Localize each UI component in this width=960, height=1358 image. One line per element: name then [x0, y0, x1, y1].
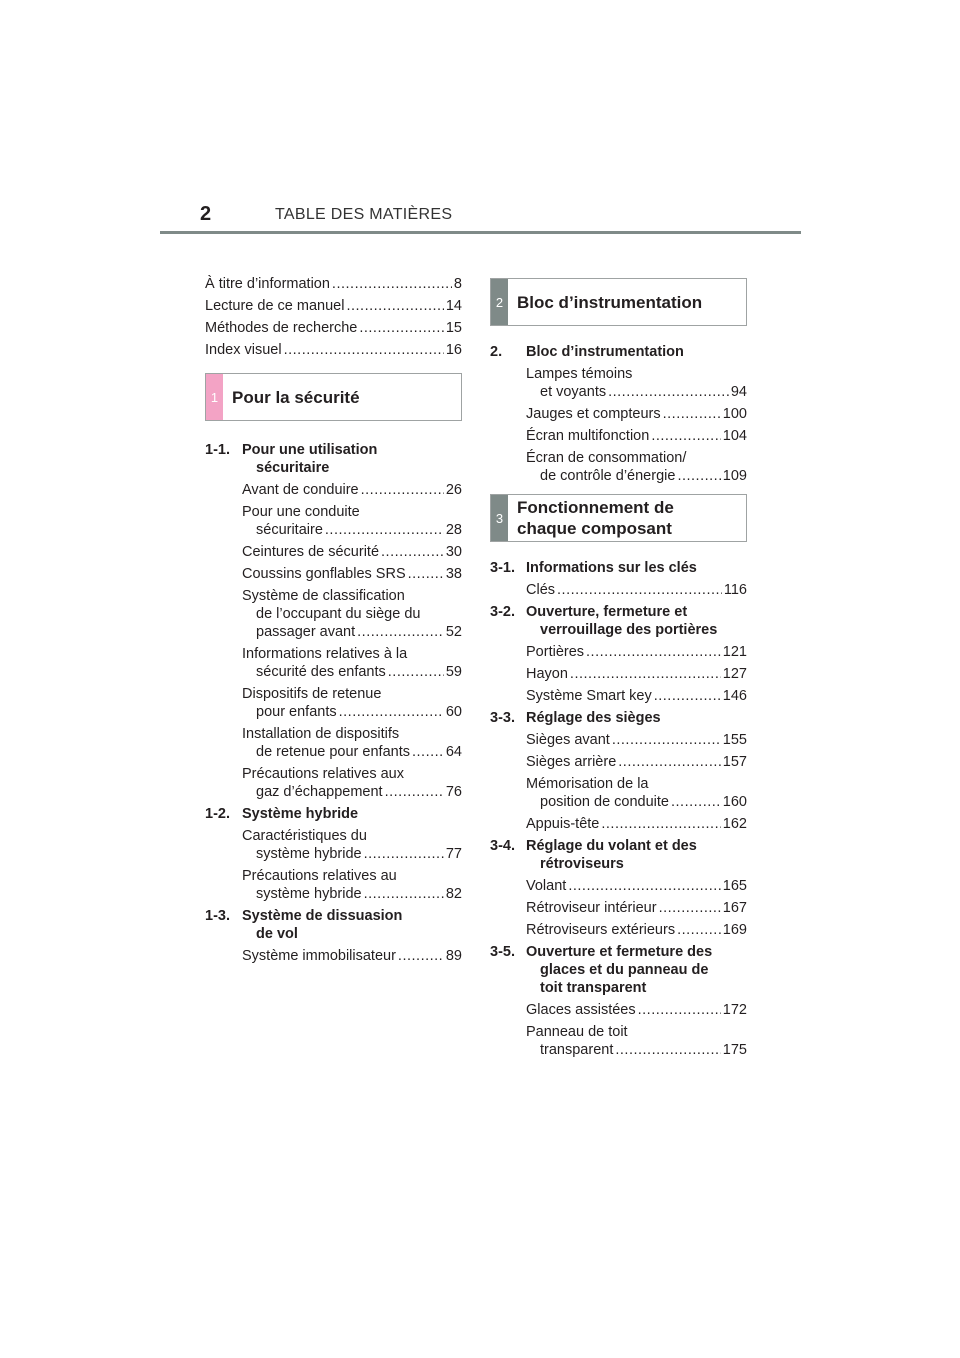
toc-entry[interactable]: Caractéristiques du système hybride ..... 77 [242, 827, 462, 863]
chapter-2-header[interactable] [490, 278, 747, 326]
toc-entry[interactable]: Clés ..... 116 [526, 581, 747, 599]
toc-entry[interactable]: Lampes témoins et voyants ..... 94 [526, 365, 747, 401]
toc-entry[interactable]: Sièges arrière ..... 157 [526, 753, 747, 771]
toc-entry-intro-0[interactable]: À titre d’information ..... 8 [205, 275, 462, 293]
section-3-4[interactable]: 3-4. Réglage du volant et des rétroviseurs [490, 838, 697, 872]
page-ref: 8 [453, 276, 462, 292]
section-3-2[interactable]: 3-2. Ouverture, fermeture et verrouillage des portières [490, 604, 718, 638]
toc-entry[interactable]: Hayon ..... 127 [526, 665, 747, 683]
header-divider [160, 231, 801, 234]
toc-entry[interactable]: Appuis-tête ..... 162 [526, 815, 747, 833]
toc-entry[interactable]: Système immobilisateur ..... 89 [242, 947, 462, 965]
page-header-title: TABLE DES MATIÈRES [275, 206, 453, 223]
page-ref: 16 [445, 342, 462, 358]
section-3-3[interactable]: 3-3. Réglage des sièges [490, 710, 661, 726]
chapter-tab: 3 [491, 495, 508, 541]
chapter-title: Fonctionnement de chaque composant [517, 498, 674, 538]
toc-entry[interactable]: Portières ..... 121 [526, 643, 747, 661]
chapter-title: Bloc d’instrumentation [517, 292, 703, 312]
section-1-1[interactable]: 1-1. Pour une utilisation sécuritaire [205, 442, 378, 476]
toc-entry-intro-3[interactable]: Index visuel ..... 16 [205, 341, 462, 359]
toc-entry[interactable]: Dispositifs de retenue pour enfants ..... 60 [242, 685, 462, 721]
toc-entry[interactable]: Volant ..... 165 [526, 877, 747, 895]
toc-entry[interactable]: Installation de dispositifs de retenue pour enfants ..... 64 [242, 725, 462, 761]
toc-entry[interactable]: Coussins gonflables SRS ..... 38 [242, 565, 462, 583]
toc-entry[interactable]: Panneau de toit transparent ..... 175 [526, 1023, 747, 1059]
toc-entry-intro-2[interactable]: Méthodes de recherche ..... 15 [205, 319, 462, 337]
page-ref: 15 [445, 320, 462, 336]
toc-entry[interactable]: Rétroviseur intérieur ..... 167 [526, 899, 747, 917]
toc-entry[interactable]: Système Smart key ..... 146 [526, 687, 747, 705]
toc-entry[interactable]: Écran multifonction ..... 104 [526, 427, 747, 445]
chapter-1-header[interactable] [205, 373, 462, 421]
section-3-1[interactable]: 3-1. Informations sur les clés [490, 560, 697, 576]
page-ref: 14 [445, 298, 462, 314]
chapter-title: Pour la sécurité [232, 387, 360, 407]
toc-entry[interactable]: Ceintures de sécurité ..... 30 [242, 543, 462, 561]
section-2[interactable]: 2. Bloc d’instrumentation [490, 344, 684, 360]
section-1-3[interactable]: 1-3. Système de dissuasion de vol [205, 908, 403, 942]
chapter-tab: 2 [491, 279, 508, 325]
toc-entry[interactable]: Sièges avant ..... 155 [526, 731, 747, 749]
toc-entry[interactable]: Écran de consommation/ de contrôle d’énergie ..... 109 [526, 449, 747, 485]
toc-entry[interactable]: Pour une conduite sécuritaire ..... 28 [242, 503, 462, 539]
section-1-2[interactable]: 1-2. Système hybride [205, 806, 359, 822]
toc-entry[interactable]: Glaces assistées ..... 172 [526, 1001, 747, 1019]
toc-entry[interactable]: Rétroviseurs extérieurs ..... 169 [526, 921, 747, 939]
toc-right-column [490, 278, 747, 1063]
toc-entry-intro-1[interactable]: Lecture de ce manuel ..... 14 [205, 297, 462, 315]
chapter-tab: 1 [206, 374, 223, 420]
toc-entry[interactable]: Mémorisation de la position de conduite ..... 160 [526, 775, 747, 811]
toc-entry[interactable]: Informations relatives à la sécurité des enfants ..... 59 [242, 645, 462, 681]
toc-entry[interactable]: Système de classification de l’occupant du siège du passager avant ..... 52 [242, 587, 462, 641]
page-number: 2 [200, 203, 212, 225]
section-3-5[interactable]: 3-5. Ouverture et fermeture des glaces et du panneau de toit transparent [490, 944, 713, 996]
toc-left-column [205, 275, 462, 969]
chapter-3-header[interactable] [490, 494, 747, 542]
toc-entry[interactable]: Avant de conduire ..... 26 [242, 481, 462, 499]
toc-entry[interactable]: Précautions relatives aux gaz d’échappement ..... 76 [242, 765, 462, 801]
toc-entry[interactable]: Jauges et compteurs ..... 100 [526, 405, 747, 423]
toc-entry[interactable]: Précautions relatives au système hybride ..... 82 [242, 867, 462, 903]
